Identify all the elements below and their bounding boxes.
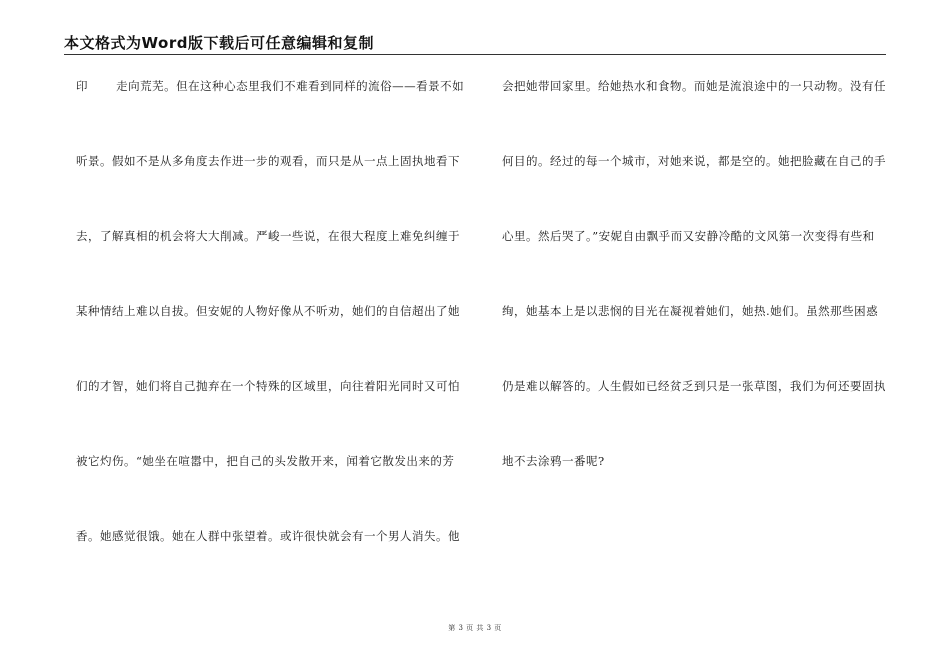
text-line: 印 走向荒芜。但在这种心态里我们不难看到同样的流俗——看景不如	[76, 79, 465, 93]
left-text-column	[76, 76, 466, 601]
document-title: 本文格式为Word版下载后可任意编辑和复制	[64, 34, 374, 52]
text-line: 绚，她基本上是以悲悯的目光在凝视着她们，她热.她们。虽然那些困惑	[502, 304, 879, 318]
text-line: 被它灼伤。“她坐在喧嚣中，把自己的头发散开来，闻着它散发出来的芳	[76, 454, 455, 468]
page-header	[64, 34, 886, 55]
right-text-column	[502, 76, 890, 526]
text-line: 何目的。经过的每一个城市，对她来说，都是空的。她把脸藏在自己的手	[502, 154, 886, 168]
text-line: 们的才智，她们将自己抛弃在一个特殊的区域里，向往着阳光同时又可怕	[76, 379, 460, 393]
text-line: 某种情结上难以自拔。但安妮的人物好像从不听劝，她们的自信超出了她	[76, 304, 460, 318]
text-line: 香。她感觉很饿。她在人群中张望着。或许很快就会有一个男人消失。他	[76, 529, 460, 543]
text-line: 听景。假如不是从多角度去作进一步的观看，而只是从一点上固执地看下	[76, 154, 460, 168]
page-number: 第 3 页 共 3 页	[448, 624, 502, 632]
text-line: 去，了解真相的机会将大大削减。严峻一些说，在很大程度上难免纠缠于	[76, 229, 460, 243]
text-line: 地不去涂鸦一番呢?	[502, 454, 605, 468]
text-line: 仍是难以解答的。人生假如已经贫乏到只是一张草图，我们为何还要固执	[502, 379, 886, 393]
text-line: 会把她带回家里。给她热水和食物。而她是流浪途中的一只动物。没有任	[502, 79, 886, 93]
text-line: 心里。然后哭了。”安妮自由飘乎而又安静冷酷的文风第一次变得有些和	[502, 229, 875, 243]
